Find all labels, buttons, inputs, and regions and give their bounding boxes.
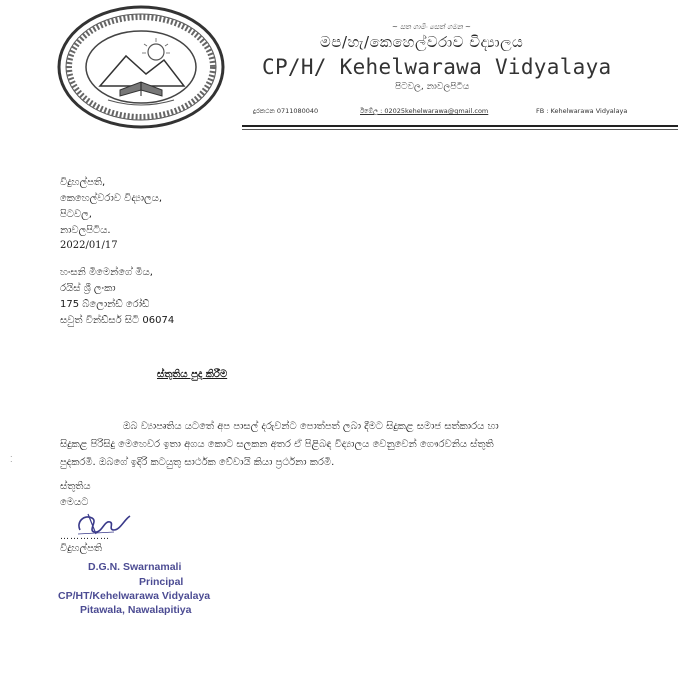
recipient-line: සවුත් වින්ඩ්සර් සිටි 06074 [60, 315, 175, 326]
school-name-english: CP/H/ Kehelwarawa Vidyalaya [262, 55, 612, 79]
stamp-role: Principal [139, 576, 184, 588]
letter-subject: ස්තුතිය පුද කිරීම [157, 369, 228, 380]
closing-thanks: ස්තුතිය [60, 481, 91, 492]
letterhead-divider [242, 125, 678, 127]
stamp-name: D.G.N. Swarnamali [88, 561, 182, 573]
body-paragraph-line: ඔබ ව්‍යාපෘතිය යටතේ අප පාසල් දරුවන්ට පොත්පත් ලබා දීමට සිදුකළ සමාජ සත්කාරය හා [123, 421, 499, 432]
school-location: පිටවල, නාවලපිටිය [395, 82, 470, 92]
sender-line: පිටවල, [60, 209, 92, 220]
stamp-place: Pitawala, Nawalapitiya [80, 604, 192, 616]
school-name-sinhala: මප/හැ/කෙහෙල්වරාව විද්‍යාලය [320, 33, 524, 51]
facebook-handle: FB : Kehelwarawa Vidyalaya [536, 107, 628, 115]
scan-speck: ⁚ [10, 455, 13, 464]
signature-line: …………… [60, 532, 110, 542]
recipient-line: රයිස් ශ්‍රී ලංකා [60, 283, 116, 294]
closing-yours: මෙයට [60, 497, 89, 508]
body-paragraph-line: පුදකරමි. ඔබගේ ඉදිරි කටයුතු සාර්ථක වේවායි කියා ප්‍රර්ථනා කරමි. [60, 457, 335, 468]
sender-line: නාවලපිටිය. [60, 225, 111, 236]
email-address: ඊමේල : 02025kehelwarawa@gmail.com [360, 107, 489, 115]
recipient-line: 175 බ්ලොන්ඩ් රෝඩ් [60, 299, 150, 310]
body-paragraph-line: සිදුකළ පිරිසිදු මෙහෙවර ඉතා අගය කොට සලකන අතර ඒ පිළිබඳ විද්‍යාලය වෙනුවෙන් ගෞරවනිය ස්තුති [60, 439, 494, 450]
sender-line: කෙහෙල්වරාව විද්‍යාලය, [60, 193, 163, 204]
school-motto: ~ සත ගාමිං සෙත් ගමන ~ [392, 23, 471, 31]
recipient-line: හංසනි මිමෙන්ගේ මිය, [60, 267, 153, 278]
telephone-number: දුරකථන 0711080040 [253, 107, 319, 115]
sender-line: විදුහල්පති, [60, 177, 106, 188]
stamp-school: CP/HT/Kehelwarawa Vidyalaya [58, 590, 211, 602]
closing-title: විදුහල්පති [60, 543, 103, 554]
letter-date: 2022/01/17 [60, 240, 118, 251]
letterhead-divider-thin [242, 129, 678, 130]
school-seal-logo [56, 4, 226, 130]
